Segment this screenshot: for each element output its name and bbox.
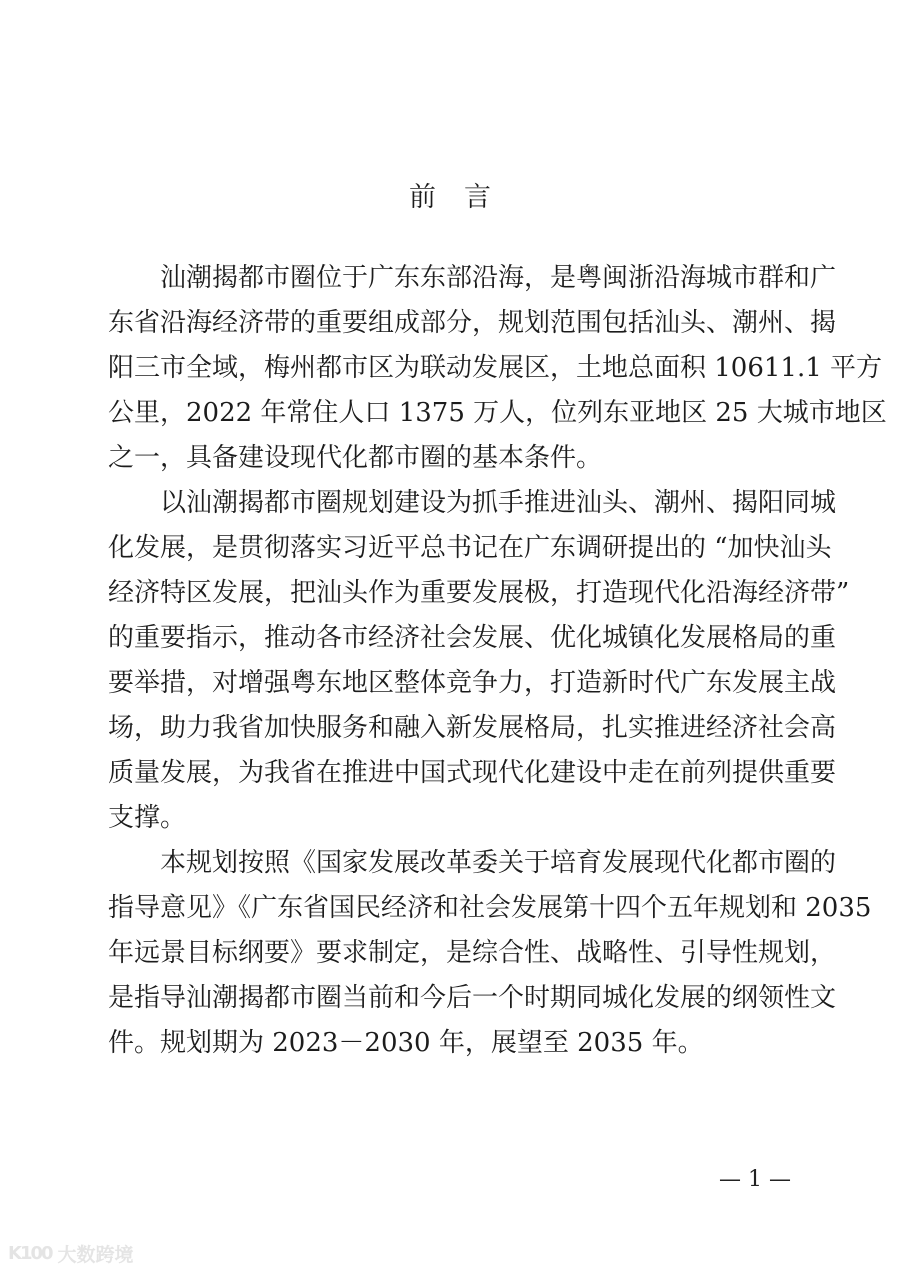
paragraph-2-line: 以汕潮揭都市圈规划建设为抓手推进汕头、潮州、揭阳同城	[160, 488, 837, 518]
paragraph-3-line: 件。规划期为 2023－2030 年，展望至 2035 年。	[108, 1028, 704, 1058]
paragraph-2-line: 要举措，对增强粤东地区整体竞争力，打造新时代广东发展主战	[108, 668, 837, 698]
paragraph-1-line: 阳三市全域，梅州都市区为联动发展区，土地总面积 10611.1 平方	[108, 353, 883, 383]
paragraph-1-line: 汕潮揭都市圈位于广东东部沿海，是粤闽浙沿海城市群和广	[160, 263, 837, 293]
watermark-logo-icon: K100	[8, 1243, 52, 1264]
paragraph-2-line: 经济特区发展，把汕头作为重要发展极，打造现代化沿海经济带”	[108, 578, 850, 608]
paragraph-2-line: 化发展，是贯彻落实习近平总书记在广东调研提出的 “加快汕头	[108, 533, 832, 563]
paragraph-3-line: 本规划按照《国家发展改革委关于培育发展现代化都市圈的	[160, 848, 837, 878]
paragraph-3-line: 年远景目标纲要》要求制定，是综合性、战略性、引导性规划，	[108, 938, 837, 968]
paragraph-3-line: 指导意见》《广东省国民经济和社会发展第十四个五年规划和 2035	[108, 893, 872, 923]
paragraph-3-line: 是指导汕潮揭都市圈当前和今后一个时期同城化发展的纲领性文	[108, 983, 837, 1013]
paragraph-2-line: 场，助力我省加快服务和融入新发展格局，扎实推进经济社会高	[108, 713, 837, 743]
page-number: — 1 —	[719, 1167, 791, 1192]
page-title: 前言	[409, 182, 519, 213]
watermark	[8, 1240, 134, 1267]
paragraph-2-line: 的重要指示，推动各市经济社会发展、优化城镇化发展格局的重	[108, 623, 837, 653]
watermark-text: 大数跨境	[57, 1244, 134, 1266]
paragraph-1-line: 公里，2022 年常住人口 1375 万人，位列东亚地区 25 大城市地区	[108, 398, 887, 428]
paragraph-2-line: 质量发展，为我省在推进中国式现代化建设中走在前列提供重要	[108, 758, 837, 788]
paragraph-2-line: 支撑。	[108, 803, 187, 833]
paragraph-1-line: 东省沿海经济带的重要组成部分，规划范围包括汕头、潮州、揭	[108, 308, 837, 338]
paragraph-1-line: 之一，具备建设现代化都市圈的基本条件。	[108, 443, 603, 473]
